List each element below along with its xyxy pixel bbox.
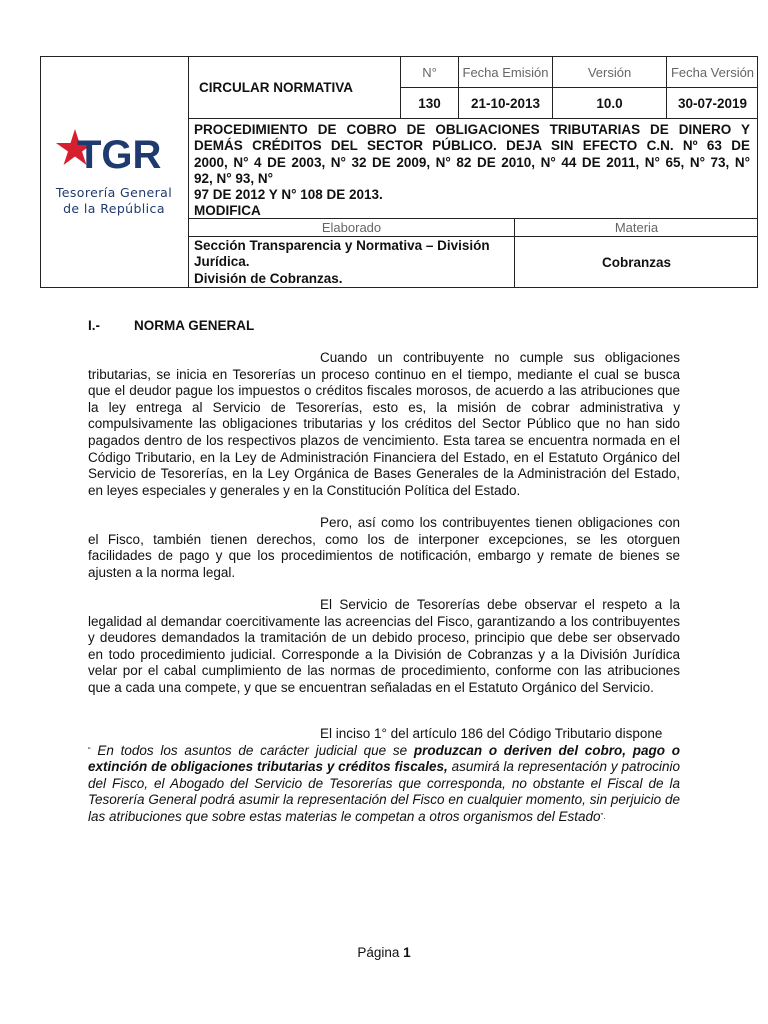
issue-date-value: 21-10-2013 <box>459 88 553 119</box>
prepared-line: División de Cobranzas. <box>194 270 343 286</box>
paragraph-text: Cuando un contribuyente no cumple sus obligaciones tributarias, se inicia en Tesorerías un proceso continuo en el tiempo, mediante el cual se busca que el deudor pague los impuestos o créditos fiscales morosos, de acuerdo a las atribuciones que la ley entrega al Servicio de Tesorerías, esto es, la misión de cobrar administrativa y compulsivamente las obligaciones tributarias y los créditos del Sector Público que no han sido pagados dentro de los respectivos plazos de vencimiento. Esta tarea se encuentra normada en el Código Tributario, en la Ley de Administración Financiera del Estado, en el Estatuto Orgánico del Servicio de Tesorerías, en la Ley Orgánica de Bases Generales de la Administración del Estado, en leyes especiales y generales y en la Constitución Política del Estado. <box>88 350 680 498</box>
logo-brand-text: TGR <box>77 133 162 177</box>
prepared-line: Sección Transparencia y Normativa – División <box>194 238 490 253</box>
paragraph-3 <box>88 597 680 697</box>
logo-line-1: Tesorería General <box>55 185 173 200</box>
number-value: 130 <box>401 88 459 119</box>
section-number: I.- <box>88 318 100 333</box>
title-cell <box>189 119 758 219</box>
paragraph-text: Pero, así como los contribuyentes tienen obligaciones con el Fisco, también tienen derechos, como los de interponer excepciones, se les otorguen facilidades de pago y que los procedimientos de notificación, embargo y remate de bienes se ajusten a la norma legal. <box>88 515 680 580</box>
version-date-value: 30-07-2019 <box>667 88 758 119</box>
quote-close: ”. <box>600 811 606 821</box>
page-label: Página <box>357 945 400 960</box>
prepared-line: Jurídica. <box>194 254 250 270</box>
title-line: 2000, N° 4 DE 2003, N° 32 DE 2009, N° 82 DE 2010, N° 44 DE 2011, N° 65, N° 73, N° <box>194 154 750 170</box>
prepared-cell <box>189 237 515 287</box>
paragraph-1 <box>88 350 680 499</box>
title-line: DEMÁS CRÉDITOS DEL SECTOR PÚBLICO. DEJA SIN EFECTO C.N. Nº 63 DE <box>194 138 750 154</box>
page-footer <box>0 945 768 960</box>
document-header-table <box>40 56 758 288</box>
title-line: PROCEDIMIENTO DE COBRO DE OBLIGACIONES TRIBUTARIAS DE DINERO Y <box>194 122 750 137</box>
version-date-label: Fecha Versión <box>667 57 758 88</box>
paragraph-2 <box>88 515 680 581</box>
paragraph-4 <box>88 726 680 826</box>
section-title: NORMA GENERAL <box>134 318 255 333</box>
logo-line-2: de la República <box>63 201 165 216</box>
subject-value: Cobranzas <box>601 254 672 270</box>
title-line: 92, N° 93, N° <box>194 170 274 186</box>
number-label: N° <box>401 57 459 88</box>
tgr-logo <box>41 57 189 287</box>
title-line: 97 DE 2012 Y N° 108 DE 2013. <box>194 187 383 203</box>
quote-part-bold: produzcan o deriven del cobro, pago o extinción de obligaciones tributarias y créditos fiscales, <box>88 742 680 775</box>
title-line: MODIFICA <box>194 203 261 219</box>
quote-part-c: asumirá la representación y patrocinio del Fisco, el Abogado del Servicio de Tesorerías que corresponda, no obstante el Fiscal de la Tesorería General podrá asumir la representación del Fisco en cualquier momento, sin perjuicio de las atribuciones que sobre estas materias le competan a otros organismos del Estado <box>88 759 680 824</box>
doc-type-cell <box>189 57 401 119</box>
version-value: 10.0 <box>553 88 667 119</box>
prepared-value <box>194 238 510 287</box>
version-label: Versión <box>553 57 667 88</box>
paragraph-text: El Servicio de Tesorerías debe observar el respeto a la legalidad al demandar coercitivamente las acreencias del Fisco, garantizando a los contribuyentes y deudores demandados la tramitación de un debido proceso, principio que debe ser observado en todo procedimiento judicial. Corresponde a la División de Cobranzas y a la División Jurídica velar por el cabal cumplimiento de las normas de procedimiento, conforme con las atribuciones que a cada una compete, y que se encuentran señaladas en el Estatuto Orgánico del Servicio. <box>88 597 680 695</box>
doc-type: CIRCULAR NORMATIVA <box>199 80 353 95</box>
quote-open: “ <box>88 745 91 755</box>
issue-date-label: Fecha Emisión <box>459 57 553 88</box>
document-title <box>194 122 750 220</box>
prepared-label: Elaborado <box>189 219 515 237</box>
quote-part-a: En todos los asuntos de carácter judicial que se <box>90 742 414 758</box>
subject-label: Materia <box>515 219 758 237</box>
paragraph-intro: El inciso 1° del artículo 186 del Código Tributario dispone <box>320 726 663 741</box>
page-number: 1 <box>403 945 411 960</box>
tgr-logo-graphic <box>41 57 189 287</box>
